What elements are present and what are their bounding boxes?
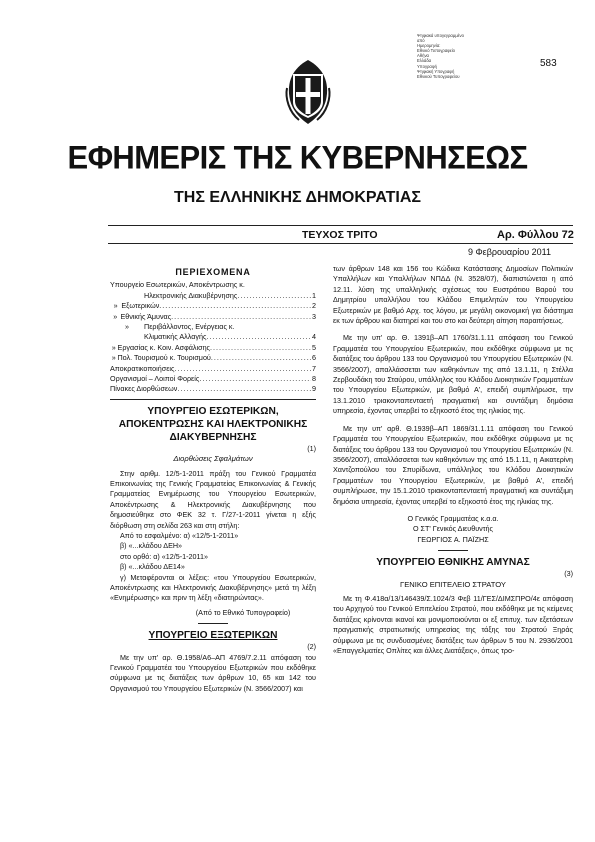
ditto-mark: » (113, 301, 118, 311)
toc-entry (110, 291, 316, 301)
item-line: γ) Μεταφέρονται οι λέξεις: «του Υπουργείου Εσωτερικών, Αποκέντρωσης και Ηλεκτρονικής Διακυβέρνησης» μετά τη λέξη «Ενημέρωσης» και πριν τη λέξη «διατηρώντας». (110, 572, 316, 603)
short-divider (438, 550, 468, 551)
ditto-mark: » (113, 311, 118, 321)
left-column (110, 264, 316, 694)
toc-page: 8 (312, 373, 316, 383)
stamp-line: Ψηφιακή Υπογραφή (417, 68, 455, 74)
toc-page: 7 (312, 363, 316, 373)
sheet-label: Αρ. Φύλλου (497, 229, 559, 241)
toc-entry (110, 322, 316, 332)
toc-label: Περιβάλλοντος, Ενέργειας κ. (144, 321, 235, 331)
header-rule-bottom (108, 243, 573, 244)
toc-leader (237, 291, 311, 301)
right-column (333, 264, 573, 656)
toc-leader (210, 343, 311, 353)
toc-leader (159, 301, 311, 311)
toc-page: 1 (312, 290, 316, 300)
item-source: (Από το Εθνικό Τυπογραφείο) (195, 607, 291, 617)
ditto-mark: » (111, 342, 116, 352)
paragraph: των άρθρων 148 και 156 του Κώδικα Κατάστασης Δημοσίων Πολιτικών Υπαλλήλων και Υπαλλήλων ΝΠΔΔ (Ν. 3528/07), διαπιστώνεται η από 12.11. λύση της υπαλληλικής σχέσεως του Ευστράτιου Βαρού του Δημητρίου υπαλλήλου του Κλάδου Επιμελητών του Υπουργείου Εξωτερικών με βαθμό Αρχ. τος λόγου, με μεγάλη οικονομική για διάστημα εκ των άρθρου και διατηρεί και του στο και δεύτερη αίτηση παραιτήσεως. (333, 264, 573, 326)
toc-entry (110, 301, 316, 311)
ministry-heading-line: ΑΠΟΚΕΝΤΡΩΣΗΣ ΚΑΙ ΗΛΕΚΤΡΟΝΙΚΗΣ (118, 418, 308, 430)
toc-leader (211, 353, 311, 363)
ministry-heading-line: ΥΠΟΥΡΓΕΙΟ ΕΣΩΤΕΡΙΚΩΝ, (147, 405, 279, 417)
sheet-number (497, 229, 574, 241)
toc-leader (177, 384, 311, 394)
toc-label: Υπουργείο Εσωτερικών, Αποκέντρωσης κ. (110, 280, 245, 290)
stamp-line: Αθήνα (417, 53, 429, 59)
signature-line: Ο Γενικός Γραμματέας κ.α.α. (407, 513, 499, 523)
item-number: (1) (307, 443, 316, 453)
toc-page: 4 (312, 332, 316, 342)
toc-page: 3 (312, 311, 316, 321)
paragraph: Με την υπ' αρθ. Θ.1939β–ΑΠ 1869/31.1.11 απόφαση του Γενικού Γραμματέα του Υπουργείου Εξωτερικών, που εκδόθηκε σύμφωνα με τις διατάξεις του άρθρου 133 του Οργανισμού του Υπουργείου Εξωτερικών (Ν. 3566/2007), απαλλάσσεται των καθηκόντων της από 15.1.11, η Αικατερίνη Χαντζοπούλου του Σπυρίδωνα, υπάλληλος του Κλάδου Διοικητικών Γραμματέων του Υπουργείου Εξωτερικών, με βαθμό Α', επειδή συμπλήρωσε, την 15.1.2010 τριακονταπενταετή πραγματική και συντάξιμη δημόσια υπηρεσία, έχοντας υπερβεί το εξηκοστό έτος της ηλικίας της. (333, 423, 573, 506)
toc-entry (110, 384, 316, 394)
stamp-line: Εθνικού Τυπογραφείου (417, 73, 460, 79)
item-line: στο ορθό: α) «12/5-1-2011» (120, 551, 209, 561)
toc-page: 2 (312, 301, 316, 311)
toc-label: Εθνικής Άμυνας (120, 311, 172, 321)
ministry-heading: ΥΠΟΥΡΓΕΙΟ ΕΘΝΙΚΗΣ ΑΜΥΝΑΣ (376, 557, 530, 569)
toc-leader (174, 364, 311, 374)
page-number: 583 (540, 58, 557, 69)
stamp-line: Ελλάδα (417, 58, 432, 64)
header-rule-top (108, 225, 573, 226)
stamp-line: Ημερομηνία: (417, 43, 441, 49)
gazette-subtitle: ΤΗΣ ΕΛΛΗΝΙΚΗΣ ΔΗΜΟΚΡΑΤΙΑΣ (174, 189, 421, 206)
item-body: Με την υπ' αρ. Θ.1958/Α6–ΑΠ 4769/7.2.11 απόφαση του Γενικού Γραμματέα του Υπουργείου Εξωτερικών που εκδόθηκε σύμφωνα με τις διατάξεις των άρθρων 10, 65 και 142 του Οργανισμού του Υπουργείου Εξωτερικών (Ν. 3566/2007) και (110, 652, 316, 693)
item-number: (2) (307, 642, 316, 652)
stamp-line: Υπογραφή (417, 63, 437, 69)
toc-entry (110, 332, 316, 342)
toc-entry (110, 343, 316, 353)
toc-label: Εξωτερικών (121, 301, 160, 311)
ministry-heading-line: ΔΙΑΚΥΒΕΡΝΗΣΗΣ (169, 431, 257, 443)
stamp-line: Ψηφιακά υπογεγραμμένο (417, 33, 464, 38)
item-title: Διορθώσεις Σφαλμάτων (173, 454, 253, 464)
paragraph: Με την υπ' αρ. Θ. 1391β–ΑΠ 1760/31.1.11 απόφαση του Γενικού Γραμματέα του Υπουργείου Εξωτερικών, που εκδόθηκε σύμφωνα με τις διατάξεις του άρθρου 133 του Οργανισμού του Υπουργείου Εξωτερικών (Ν. 3566/2007), απαλλάσσεται των καθηκόντων της από 13.1.11, η Στέλλα Ζερβουδάκη του Σταύρου, υπάλληλος του Κλάδου Διοικητικών Γραμματέων του Υπουργείου Εξωτερικών, με βαθμό Α', επειδή συμπλήρωσε, την 13.1.2010 τριακονταπενταετή πραγματική και συντάξιμη δημόσια υπηρεσία, έχοντας υπερβεί το εξηκοστό έτος της ηλικίας της. (333, 333, 573, 416)
greek-emblem-icon (283, 58, 333, 126)
signature-line: Ο ΣΤ' Γενικός Διευθυντής (412, 524, 494, 534)
toc-leader (171, 312, 311, 322)
signature-name: ΓΕΩΡΓΙΟΣ Α. ΠΑΪΖΗΣ (417, 534, 489, 544)
item-body: Στην αριθμ. 12/5-1-2011 πράξη του Γενικού Γραμματέα Επικοινωνίας της Γενικής Γραμματείας Επικοινωνίας & Γενικής Γραμματείας Ενημέρωσης του Υπουργείου Εσωτερικών, Αποκέντρωσης & Ηλεκτρονικής Διακυβέρνησης που δημοσιεύθηκε στο ΦΕΚ 32 τ. Γ/27-1-2011 γίνεται η εξής διόρθωση στη σελίδα 263 και στη στήλη: (110, 468, 316, 530)
toc-leader (206, 332, 311, 342)
sheet-value: 72 (561, 229, 574, 241)
ditto-mark: » (125, 321, 129, 331)
item-body: Με τη Φ.418α/13/146439/Σ.1024/3 Φεβ 11/ΓΕΣ/ΔΙΜΣΠΡΟ/4ε απόφαση του Αρχηγού του Γενικού Επιτελείου Στρατού, που εκδόθηκε με τις κείμενες διατάξεις κρίνονται ικανοί και μονιμοποιούνται οι εξ επιτυχ. των εξετάσεων πραγματικής στρατιωτικής υπηρεσίας της τάξης του Στρατού Ξηράς σύμφωνα με τις συνδυασμένες διατάξεις των άρθρων 5 του Ν. 2936/2001 «Επαγγελματίες Οπλίτες και άλλες Διατάξεις», όπως τρο- (333, 593, 573, 655)
toc-label: Κλιματικής Αλλαγής (144, 332, 207, 342)
toc-label: Οργανισμοί – Λοιποί Φορείς (110, 373, 200, 383)
ministry-heading: ΥΠΟΥΡΓΕΙΟ ΕΞΩΤΕΡΙΚΩΝ (148, 630, 278, 642)
item-line: β) «...κλάδου ΔΕ14» (120, 562, 185, 572)
toc-label: Πίνακες Διορθώσεων (110, 384, 178, 394)
toc-entry (110, 374, 316, 384)
toc-page: 9 (312, 384, 316, 394)
issue-type: ΤΕΥΧΟΣ ΤΡΙΤΟ (302, 229, 378, 241)
toc-label: Εργασίας κ. Κοιν. Ασφάλισης (117, 342, 211, 352)
issue-date: 9 Φεβρουαρίου 2011 (468, 247, 552, 257)
short-divider (198, 623, 228, 624)
item-line: β) «...κλάδου ΔΕΗ» (120, 541, 183, 551)
stamp-line: από (417, 38, 425, 44)
toc-leader (199, 374, 311, 384)
section-divider (110, 399, 316, 400)
toc-entry (110, 312, 316, 322)
item-number: (3) (564, 569, 573, 579)
toc-page: 6 (312, 353, 316, 363)
toc-page: 5 (312, 342, 316, 352)
toc-label: Ηλεκτρονικής Διακυβέρνησης (144, 290, 238, 300)
stamp-line: Εθνικό Τυπογραφείο (417, 48, 455, 54)
toc-entry (110, 280, 316, 290)
contents-heading: ΠΕΡΙΕΧΟΜΕΝΑ (175, 267, 251, 277)
ditto-mark: » (111, 353, 116, 363)
item-title: ΓΕΝΙΚΟ ΕΠΙΤΕΛΕΙΟ ΣΤΡΑΤΟΥ (400, 579, 506, 589)
toc-entry (110, 353, 316, 363)
toc-label: Πολ. Τουρισμού κ. Τουρισμού (117, 353, 211, 363)
item-line: Από το εσφαλμένο: α) «12/5-1-2011» (120, 530, 239, 540)
toc-label: Αποκρατικοποιήσεις (110, 363, 175, 373)
gazette-title: ΕΦΗΜΕΡΙΣ ΤΗΣ ΚΥΒΕΡΝΗΣΕΩΣ (67, 139, 528, 176)
toc-entry (110, 364, 316, 374)
digital-signature-stamp (417, 33, 479, 79)
ministry-heading (110, 405, 316, 444)
